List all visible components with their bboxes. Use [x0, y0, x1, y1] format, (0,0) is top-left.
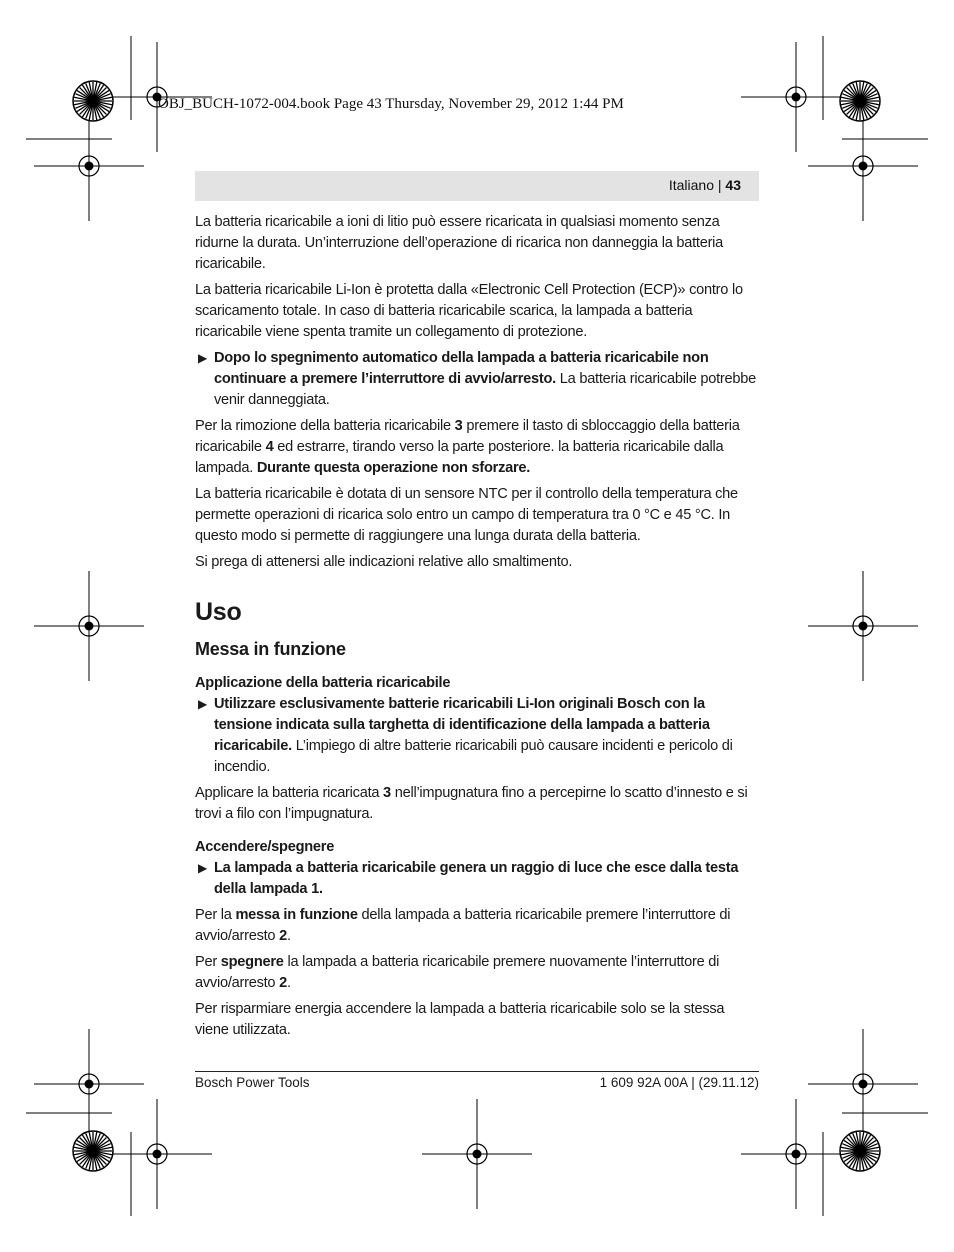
bold-text: spegnere	[220, 954, 284, 970]
ref-number: 2	[279, 928, 287, 944]
bullet-item	[195, 858, 759, 900]
ref-number: 3	[383, 785, 391, 801]
paragraph	[195, 952, 759, 994]
bullet-text: L’impiego di altre batterie ricaricabili può causare incidenti e pericolo di incendio.	[214, 738, 733, 775]
paragraph: Per risparmiare energia accendere la lampada a batteria ricaricabile solo se la stessa viene utilizzata.	[195, 1001, 725, 1038]
registration-mark-icon	[422, 1099, 532, 1209]
bullet-bold-text: Dopo lo spegnimento automatico della lampada a batteria ricaricabile non continuare a premere l’interruttore di avvio/arresto.	[214, 350, 709, 387]
ref-number: 3	[454, 418, 463, 434]
text-run: Per la	[195, 907, 236, 923]
star-target-icon	[73, 1131, 113, 1171]
text-run: ed estrarre, tirando verso la parte posteriore. la batteria ricaricabile dalla lampada.	[195, 439, 724, 476]
paragraph	[195, 783, 759, 825]
star-target-icon	[840, 81, 880, 121]
bullet-item	[195, 348, 759, 411]
bullet-arrow-icon: ▶	[198, 861, 207, 875]
bold-text: Durante questa operazione non sforzare.	[256, 460, 531, 476]
registration-mark-icon	[808, 1029, 918, 1139]
bullet-item	[195, 694, 759, 778]
paragraph: Si prega di attenersi alle indicazioni relative allo smaltimento.	[195, 554, 573, 570]
star-target-icon	[73, 81, 113, 121]
header-text	[669, 177, 741, 193]
bullet-arrow-icon: ▶	[198, 697, 207, 711]
registration-mark-icon	[808, 111, 918, 221]
text-run: .	[286, 928, 291, 944]
ref-number: 2	[279, 975, 287, 991]
registration-mark-icon	[808, 571, 918, 681]
bullet-bold-text: Utilizzare esclusivamente batterie ricaricabili Li-Ion originali Bosch con la tensione indicata sulla targhetta di identificazione della lampada a batteria ricaricabile.	[214, 696, 710, 754]
registration-mark-icon	[34, 571, 144, 681]
paragraph	[195, 416, 759, 479]
registration-mark-icon	[34, 1029, 144, 1139]
topic-heading: Applicazione della batteria ricaricabile	[195, 675, 451, 691]
registration-mark-icon	[34, 111, 144, 221]
text-run: Per la rimozione della batteria ricaricabile	[195, 418, 455, 434]
bullet-arrow-icon: ▶	[198, 351, 207, 365]
page-number: 43	[725, 177, 741, 193]
text-run: della lampada a batteria ricaricabile premere l’interruttore di avvio/arresto	[195, 907, 731, 944]
topic-heading: Accendere/spegnere	[195, 839, 335, 855]
text-run: premere il tasto di sbloccaggio della batteria ricaricabile	[195, 418, 740, 455]
text-run: la lampada a batteria ricaricabile premere nuovamente l’interruttore di avvio/arresto	[195, 954, 720, 991]
registration-mark-icon	[102, 1099, 212, 1209]
footer-doc-code: 1 609 92A 00A | (29.11.12)	[599, 1075, 759, 1090]
section-heading: Uso	[195, 598, 242, 626]
paragraph: La batteria ricaricabile è dotata di un sensore NTC per il controllo della temperatura che permette operazioni di ricarica solo entro un campo di temperatura tra 0 °C e 45 °C. In questo modo si permette di raggiungere una lunga durata della batteria.	[195, 486, 738, 544]
subsection-heading: Messa in funzione	[195, 639, 346, 659]
bullet-text: La batteria ricaricabile potrebbe venir danneggiata.	[214, 371, 756, 408]
paragraph: La batteria ricaricabile a ioni di litio può essere ricaricata in qualsiasi momento senza ridurne la durata. Un’interruzione dell’operazione di ricarica non danneggia la batteria ricaricabile.	[195, 214, 724, 272]
print-slug: OBJ_BUCH-1072-004.book Page 43 Thursday, November 29, 2012 1:44 PM	[158, 96, 624, 112]
paragraph	[195, 905, 759, 947]
text-run: Applicare la batteria ricaricata	[195, 785, 384, 801]
paragraph: La batteria ricaricabile Li-Ion è protetta dalla «Electronic Cell Protection (ECP)» contro lo scaricamento totale. In caso di batteria ricaricabile scarica, la lampada a batteria ricaricabile viene spenta tramite un collegamento di protezione.	[195, 282, 743, 340]
text-run: Per	[195, 954, 221, 970]
footer-divider	[195, 1071, 759, 1072]
page-header	[195, 171, 759, 201]
registration-mark-icon	[741, 42, 851, 152]
header-separator: |	[717, 177, 722, 193]
star-target-icon	[840, 1131, 880, 1171]
footer-publisher: Bosch Power Tools	[195, 1075, 310, 1090]
page-content	[195, 212, 759, 1046]
ref-number: 4	[265, 439, 274, 455]
header-language: Italiano	[668, 177, 714, 193]
bullet-bold-text: La lampada a batteria ricaricabile genera un raggio di luce che esce dalla testa della lampada 1.	[214, 860, 739, 897]
bold-text: messa in funzione	[235, 907, 358, 923]
text-run: .	[286, 975, 291, 991]
registration-mark-icon	[741, 1099, 851, 1209]
text-run: nell’impugnatura fino a percepirne lo scatto d’innesto e si trovi a filo con l’impugnatura.	[195, 785, 748, 822]
